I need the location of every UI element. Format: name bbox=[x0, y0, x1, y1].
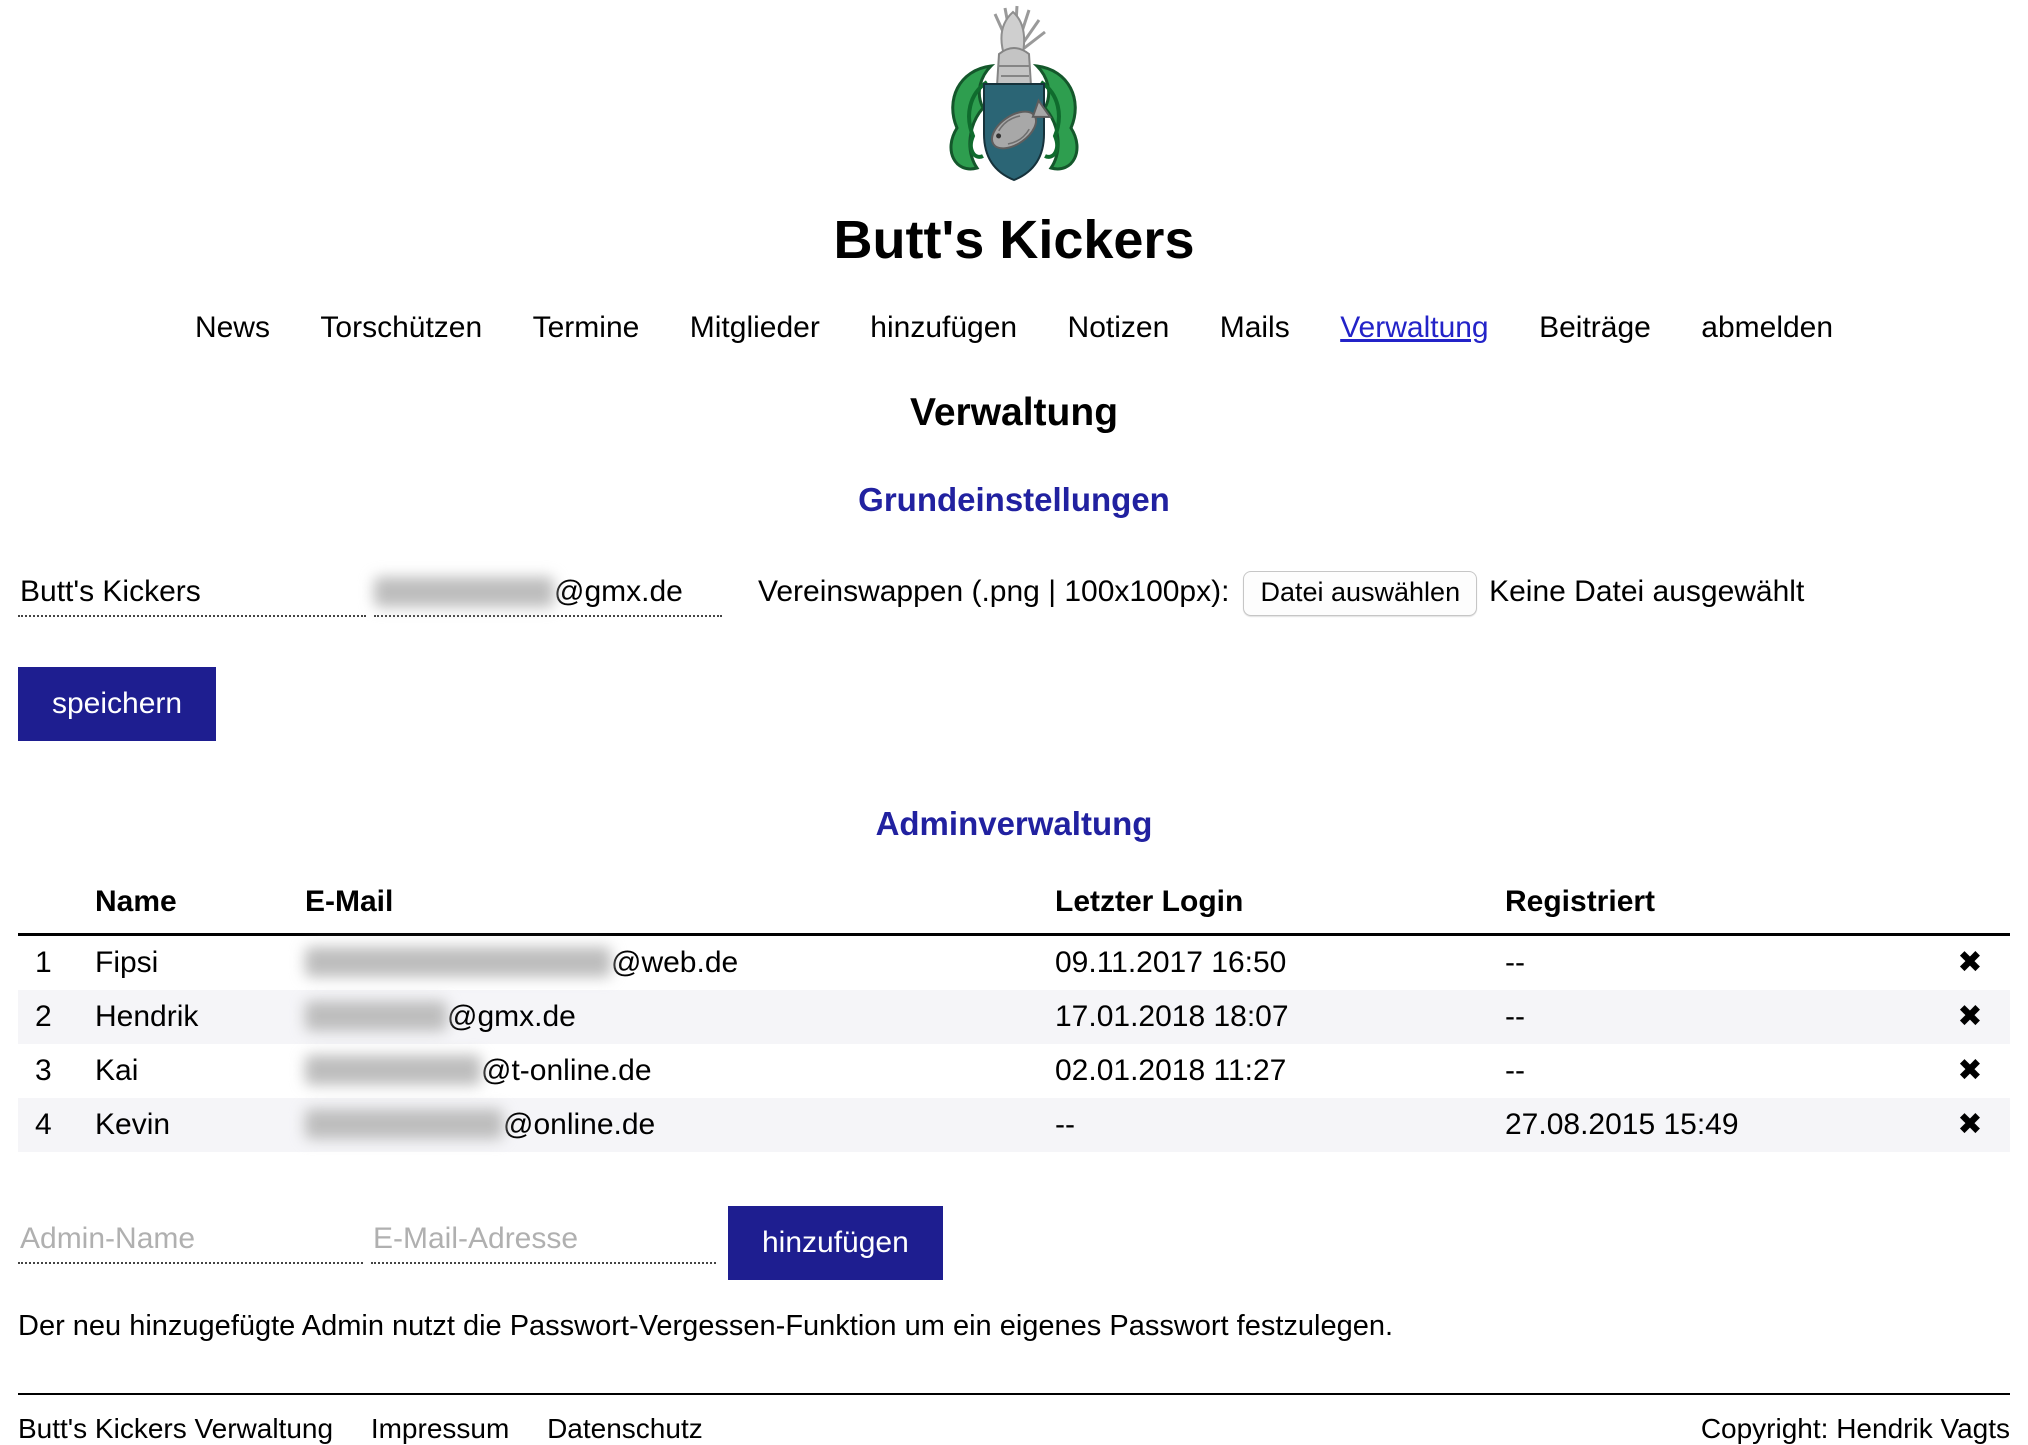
header bbox=[0, 0, 2028, 271]
nav-item-news[interactable]: News bbox=[194, 311, 270, 344]
admin-table-header-row bbox=[18, 875, 2010, 935]
password-note: Der neu hinzugefügte Admin nutzt die Passwort-Vergessen-Funktion um ein eigenes Passwort festzulegen. bbox=[18, 1310, 1394, 1342]
delete-admin-button[interactable]: ✖ bbox=[1957, 1107, 1983, 1142]
admin-last-login: 02.01.2018 11:27 bbox=[1055, 1054, 1287, 1087]
footer-copyright: Copyright: Hendrik Vagts bbox=[1700, 1413, 2010, 1444]
col-header-email: E-Mail bbox=[305, 875, 1055, 935]
admin-name-input[interactable] bbox=[18, 1222, 363, 1264]
settings-form bbox=[18, 571, 2010, 617]
admin-number: 4 bbox=[35, 1108, 52, 1141]
col-header-last-login: Letzter Login bbox=[1055, 875, 1505, 935]
footer-item-verwaltung[interactable]: Butt's Kickers Verwaltung bbox=[18, 1413, 334, 1444]
delete-admin-button[interactable]: ✖ bbox=[1957, 1053, 1983, 1088]
col-header-delete bbox=[1930, 875, 2010, 935]
club-email-suffix: @gmx.de bbox=[554, 575, 683, 608]
file-select-button[interactable]: Datei auswählen bbox=[1243, 571, 1477, 616]
nav-item-notizen[interactable]: Notizen bbox=[1067, 311, 1170, 344]
admin-registered: -- bbox=[1505, 1000, 1525, 1033]
col-header-name: Name bbox=[95, 875, 305, 935]
admin-registered: -- bbox=[1505, 946, 1525, 979]
redacted-email-blur bbox=[374, 577, 554, 607]
delete-admin-button[interactable]: ✖ bbox=[1957, 945, 1983, 980]
admin-name: Fipsi bbox=[95, 946, 159, 979]
redacted-email-blur bbox=[305, 1055, 481, 1085]
admin-row bbox=[18, 1044, 2010, 1098]
nav-item-abmelden[interactable]: abmelden bbox=[1701, 311, 1834, 344]
nav-item-mitglieder[interactable]: Mitglieder bbox=[689, 311, 820, 344]
save-button[interactable]: speichern bbox=[18, 667, 216, 741]
nav-item-termine[interactable]: Termine bbox=[532, 311, 640, 344]
admin-name: Kai bbox=[95, 1054, 139, 1087]
admin-number: 3 bbox=[35, 1054, 52, 1087]
admin-row bbox=[18, 935, 2010, 991]
admin-email: @web.de bbox=[305, 935, 1055, 991]
add-admin-button[interactable]: hinzufügen bbox=[728, 1206, 943, 1280]
nav-item-hinzufuegen[interactable]: hinzufügen bbox=[870, 311, 1018, 344]
club-email-field[interactable] bbox=[374, 575, 722, 617]
admin-number: 2 bbox=[35, 1000, 52, 1033]
redacted-email-blur bbox=[305, 947, 611, 977]
admin-email: @online.de bbox=[305, 1098, 1055, 1152]
footer-item-datenschutz[interactable]: Datenschutz bbox=[547, 1413, 703, 1444]
admin-last-login: 17.01.2018 18:07 bbox=[1055, 1000, 1289, 1033]
redacted-email-blur bbox=[305, 1109, 503, 1139]
page-title: Verwaltung bbox=[909, 391, 1119, 434]
admin-table bbox=[18, 875, 2010, 1152]
admin-section-heading: Adminverwaltung bbox=[875, 805, 1153, 842]
footer-item-impressum[interactable]: Impressum bbox=[370, 1413, 510, 1444]
main-nav bbox=[0, 311, 2028, 345]
admin-row bbox=[18, 990, 2010, 1044]
delete-admin-button[interactable]: ✖ bbox=[1957, 999, 1983, 1034]
nav-item-torschuetzen[interactable]: Torschützen bbox=[320, 311, 483, 344]
nav-item-verwaltung[interactable]: Verwaltung bbox=[1340, 311, 1489, 344]
footer bbox=[18, 1393, 2010, 1445]
col-header-number bbox=[18, 875, 95, 935]
club-name-input[interactable] bbox=[18, 575, 366, 617]
col-header-registered: Registriert bbox=[1505, 875, 1930, 935]
admin-registered: -- bbox=[1505, 1054, 1525, 1087]
settings-section-heading: Grundeinstellungen bbox=[858, 481, 1170, 518]
admin-last-login: -- bbox=[1055, 1108, 1075, 1141]
admin-name: Kevin bbox=[95, 1108, 171, 1141]
crest-upload-label: Vereinswappen (.png | 100x100px): bbox=[758, 575, 1230, 608]
admin-email-input[interactable] bbox=[371, 1222, 716, 1264]
admin-email: @gmx.de bbox=[305, 990, 1055, 1044]
add-admin-form bbox=[18, 1206, 2010, 1280]
file-status-text: Keine Datei ausgewählt bbox=[1489, 575, 1805, 608]
admin-registered: 27.08.2015 15:49 bbox=[1505, 1108, 1739, 1141]
admin-number: 1 bbox=[35, 946, 52, 979]
admin-name: Hendrik bbox=[95, 1000, 199, 1033]
admin-row bbox=[18, 1098, 2010, 1152]
club-crest-logo bbox=[928, 4, 1100, 204]
admin-last-login: 09.11.2017 16:50 bbox=[1055, 946, 1287, 979]
site-title: Butt's Kickers bbox=[833, 210, 1195, 270]
nav-item-mails[interactable]: Mails bbox=[1219, 311, 1290, 344]
redacted-email-blur bbox=[305, 1001, 447, 1031]
nav-item-beitraege[interactable]: Beiträge bbox=[1539, 311, 1651, 344]
admin-email: @t-online.de bbox=[305, 1044, 1055, 1098]
